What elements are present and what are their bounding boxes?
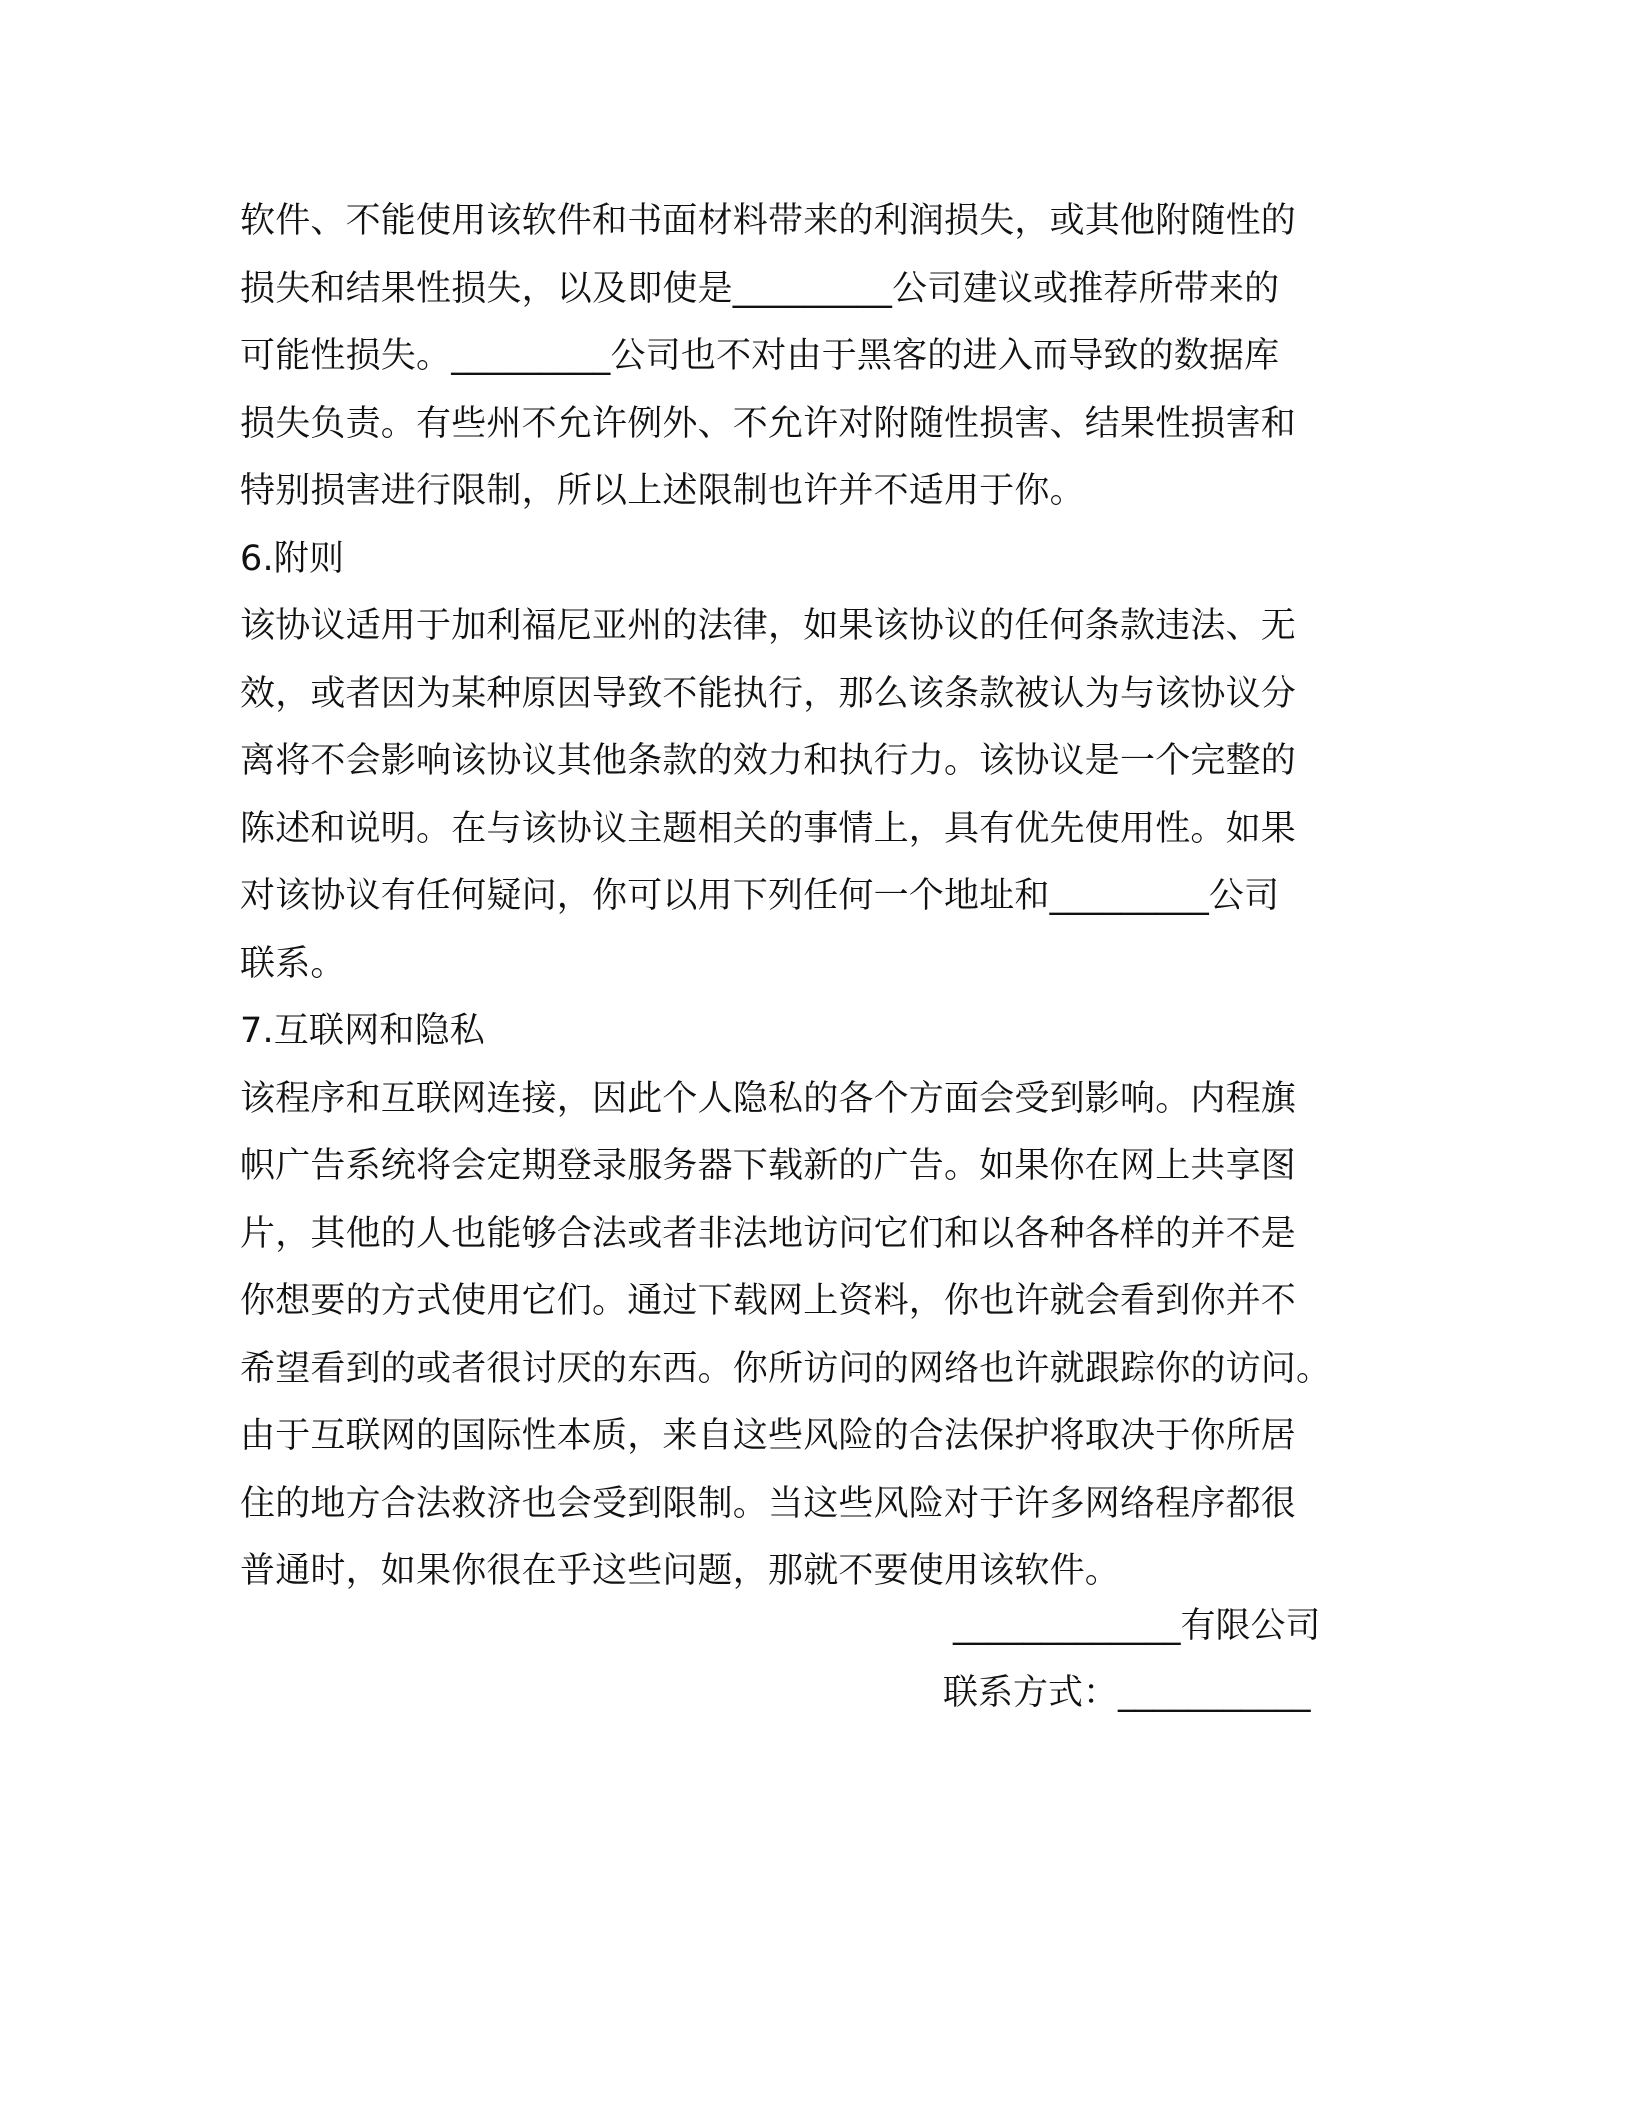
paragraph-line: 片，其他的人也能够合法或者非法地访问它们和以各种各样的并不是 <box>240 1213 1297 1254</box>
paragraph-line: 效，或者因为某种原因导致不能执行，那么该条款被认为与该协议分 <box>240 673 1297 714</box>
paragraph-line: 帜广告系统将会定期登录服务器下载新的广告。如果你在网上共享图 <box>240 1146 1297 1186</box>
paragraph-line: 陈述和说明。在与该协议主题相关的事情上，具有优先使用性。如果 <box>240 808 1297 849</box>
paragraph-line: 希望看到的或者很讨厌的东西。你所访问的网络也许就跟踪你的访问。 <box>240 1348 1332 1389</box>
paragraph-line: 该程序和互联网连接，因此个人隐私的各个方面会受到影响。内程旗 <box>240 1078 1297 1119</box>
paragraph-line: 该协议适用于加利福尼亚州的法律，如果该协议的任何条款违法、无 <box>240 606 1297 646</box>
section-heading: 6.附则 <box>240 538 345 579</box>
paragraph-line: 离将不会影响该协议其他条款的效力和执行力。该协议是一个完整的 <box>240 741 1297 781</box>
section-heading: 7.互联网和隐私 <box>240 1011 485 1051</box>
paragraph-line: 由于互联网的国际性本质，来自这些风险的合法保护将取决于你所居 <box>240 1416 1297 1456</box>
document-body <box>240 188 1370 1606</box>
paragraph-line: 住的地方合法救济也会受到限制。当这些风险对于许多网络程序都很 <box>240 1483 1297 1524</box>
paragraph-line: 普通时，如果你很在乎这些问题，那就不要使用该软件。 <box>240 1551 1121 1591</box>
paragraph-line: 特别损害进行限制，所以上述限制也许并不适用于你。 <box>240 471 1085 511</box>
signature-company: _____________有限公司 <box>953 1606 1321 1646</box>
paragraph-line: 你想要的方式使用它们。通过下载网上资料，你也许就会看到你并不 <box>240 1281 1297 1321</box>
signature-contact: 联系方式：___________ <box>943 1673 1311 1713</box>
paragraph-line: 损失和结果性损失，以及即使是_________公司建议或推荐所带来的 <box>240 268 1280 309</box>
paragraph-line: 软件、不能使用该软件和书面材料带来的利润损失，或其他附随性的 <box>240 201 1297 241</box>
paragraph-line: 对该协议有任何疑问，你可以用下列任何一个地址和_________公司 <box>240 876 1280 916</box>
paragraph-line: 可能性损失。_________公司也不对由于黑客的进入而导致的数据库 <box>240 336 1280 376</box>
paragraph-line: 联系。 <box>240 943 346 984</box>
paragraph-line: 损失负责。有些州不允许例外、不允许对附随性损害、结果性损害和 <box>240 403 1297 444</box>
